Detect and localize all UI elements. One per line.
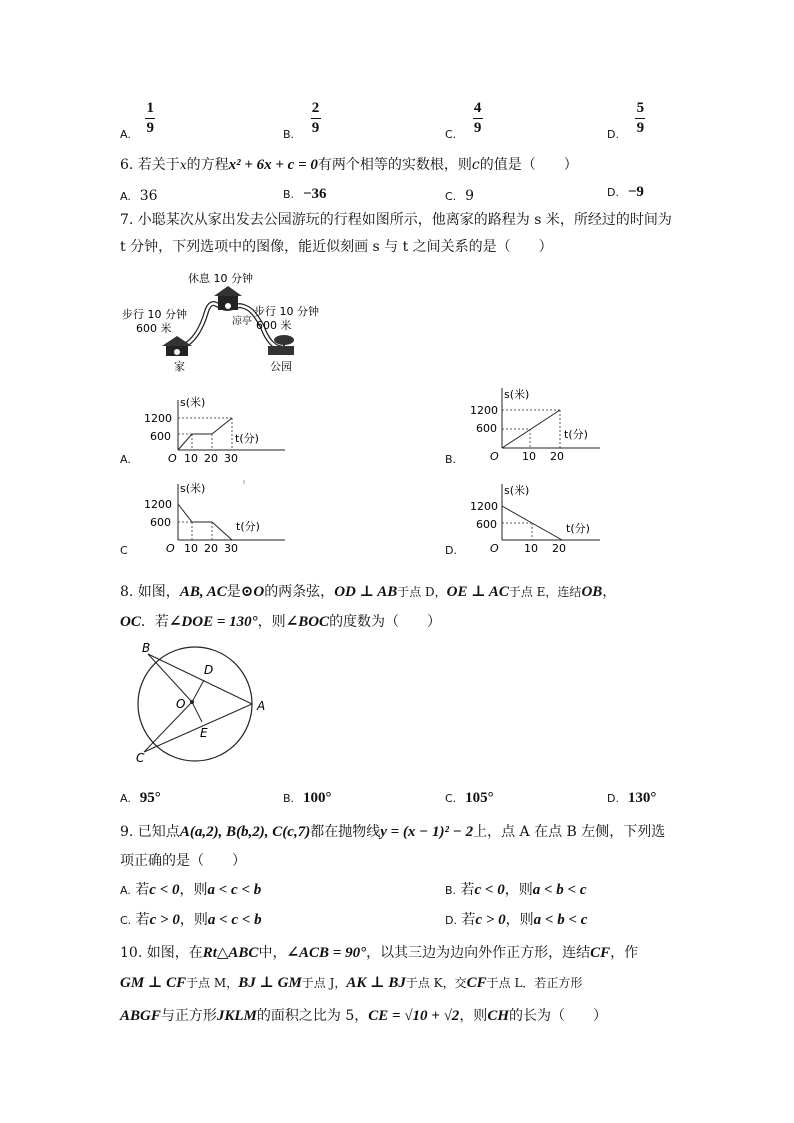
ytick: 600 <box>150 516 171 529</box>
ytick: 1200 <box>470 500 498 513</box>
q6-option-b: B. −36 <box>283 186 327 202</box>
xtick: 10 <box>184 452 198 465</box>
q9-option-a: A. 若c < 0，则a < c < b <box>120 882 262 898</box>
circle-o <box>138 647 252 761</box>
label-walk2: 步行 10 分钟 <box>254 305 319 318</box>
q8-option-a: A. 95° <box>120 790 161 806</box>
q9-option-c: C. 若c > 0，则a < c < b <box>120 912 262 928</box>
label-c: C <box>136 751 145 765</box>
xlabel: t(分) <box>235 432 259 445</box>
xtick: 20 <box>550 450 564 463</box>
ytick: 600 <box>150 430 171 443</box>
label-rest: 休息 10 分钟 <box>188 272 253 285</box>
xtick: 20 <box>552 542 566 554</box>
home-icon <box>162 336 192 356</box>
q8-option-c: C. 105° <box>445 790 494 806</box>
label-b: B <box>142 642 151 655</box>
q7-graph-a <box>140 394 290 466</box>
q6-stem: 6. 若关于x的方程x² + 6x + c = 0有两个相等的实数根，则c的值是（ ） <box>120 157 578 173</box>
q9-stem-line1: 9. 已知点A(a,2), B(b,2), C(c,7)都在抛物线y = (x − 1)² − 2上，点 A 在点 B 左侧，下列选 <box>120 824 666 840</box>
ytick: 1200 <box>470 404 498 417</box>
label-walk1: 步行 10 分钟 <box>122 308 187 321</box>
q7-stem-line1: 7. 小聪某次从家出发去公园游玩的行程如图所示，他离家的路程为 s 米，所经过的时间为 <box>120 212 672 228</box>
label-e: E <box>200 726 208 740</box>
ytick: 1200 <box>144 498 172 511</box>
q6-option-a: A. 36 <box>120 188 158 204</box>
q8-option-d: D. 130° <box>607 790 657 806</box>
q5-option-c: $_{C.}$ $\frac{4}{9}$ <box>445 100 482 141</box>
ylabel: s(米) <box>180 482 206 495</box>
q7-graph-a-letter: A. <box>120 453 131 466</box>
origin: O <box>490 542 499 554</box>
q9-stem-line2: 项正确的是（ ） <box>120 853 246 869</box>
segment-oe <box>192 702 202 722</box>
q10-stem-line2: GM ⊥ CF于点 M，BJ ⊥ GM于点 J，AK ⊥ BJ于点 K，交CF于点 L．若正方形 <box>120 975 583 991</box>
q7-graph-c-letter: C <box>120 544 128 557</box>
origin: O <box>168 452 177 465</box>
xtick: 10 <box>184 542 198 554</box>
ylabel: s(米) <box>180 396 206 409</box>
label-o: O <box>176 697 186 711</box>
q8-circle-figure <box>126 642 276 766</box>
xtick: 10 <box>524 542 538 554</box>
label-dist2: 600 米 <box>256 319 292 332</box>
xtick: 10 <box>522 450 536 463</box>
xlabel: t(分) <box>564 428 588 441</box>
q6-option-c: C. 9 <box>445 188 475 204</box>
q5-option-a: $_{A.}$ $\frac{1}{9}$ <box>120 100 155 141</box>
q8-stem-line2: OC．若∠DOE = 130°，则∠BOC的度数为（ ） <box>120 614 442 630</box>
segment-od <box>192 680 204 702</box>
xtick: 20 <box>204 452 218 465</box>
q7-graph-b-letter: B. <box>445 453 457 466</box>
q6-option-d: D. −9 <box>607 184 644 200</box>
label-d: D <box>204 663 214 677</box>
xtick: 30 <box>224 542 238 554</box>
label-dist1: 600 米 <box>136 322 172 335</box>
q5-option-d: $_{D.}$ $\frac{5}{9}$ <box>607 100 645 141</box>
ytick: 600 <box>476 422 497 435</box>
q8-option-b: B. 100° <box>283 790 332 806</box>
label-pavilion: 凉亭 <box>232 316 252 327</box>
ylabel: s(米) <box>504 484 530 497</box>
q10-stem-line1: 10. 如图，在Rt△ABC中，∠ACB = 90°，以其三边为边向外作正方形，连结CF，作 <box>120 945 639 961</box>
q9-option-d: D. 若c > 0，则a < b < c <box>445 912 588 928</box>
xtick: 20 <box>204 542 218 554</box>
point-o <box>190 700 194 704</box>
xtick: 30 <box>224 452 238 465</box>
q7-route-map <box>122 268 332 376</box>
xlabel: t(分) <box>236 520 260 533</box>
origin: O <box>166 542 175 554</box>
ytick: 1200 <box>144 412 172 425</box>
q7-graph-d <box>470 478 610 554</box>
segment-ob <box>148 654 192 702</box>
q7-graph-c <box>140 478 290 554</box>
chord-ac <box>144 704 252 752</box>
ylabel: s(米) <box>504 388 530 401</box>
q8-stem-line1: 8. 如图，AB, AC是⊙O的两条弦，OD ⊥ AB于点 D，OE ⊥ AC于点 E，连结OB， <box>120 584 617 600</box>
xlabel: t(分) <box>566 522 590 535</box>
label-home: 家 <box>174 360 185 373</box>
pavilion-icon <box>214 286 242 310</box>
q5-option-b: $_{B.}$ $\frac{2}{9}$ <box>283 100 320 141</box>
q10-stem-line3: ABGF与正方形JKLM的面积之比为 5，CE = √10 + √2，则CH的长为（ ） <box>120 1008 607 1024</box>
origin: O <box>490 450 499 463</box>
label-a: A <box>257 699 266 713</box>
q9-option-b: B. 若c < 0，则a < b < c <box>445 882 587 898</box>
ytick: 600 <box>476 518 497 531</box>
q7-graph-d-letter: D. <box>445 544 457 557</box>
label-park: 公园 <box>270 360 292 373</box>
q7-stem-line2: t 分钟，下列选项中的图像，能近似刻画 s 与 t 之间关系的是（ ） <box>120 239 553 255</box>
chord-ab <box>148 654 252 704</box>
q7-graph-b <box>470 382 610 464</box>
